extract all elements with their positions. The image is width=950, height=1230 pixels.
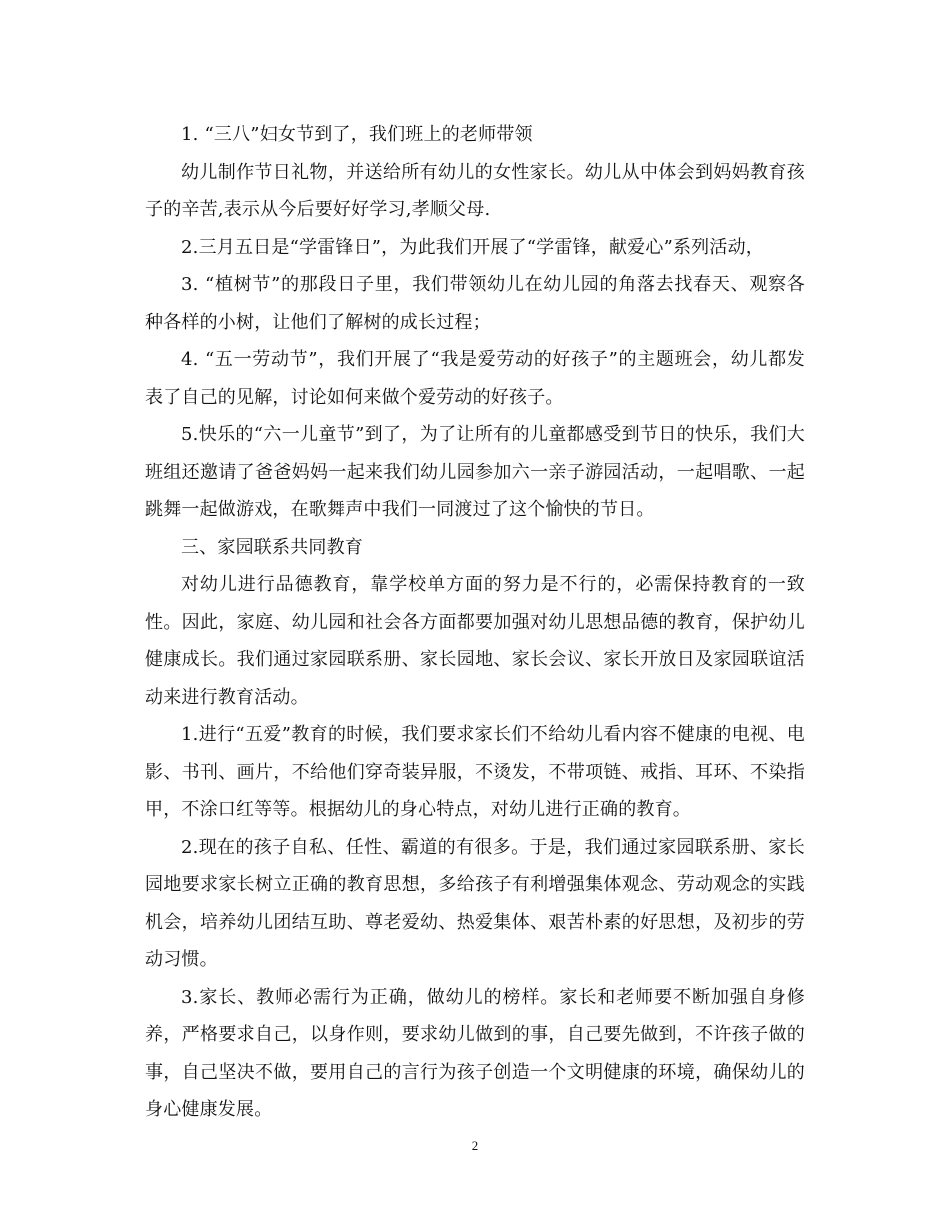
paragraph-moral-education: 对幼儿进行品德教育，靠学校单方面的努力是不行的，必需保持教育的一致性。因此，家庭、幼儿园和社会各方面都要加强对幼儿思想品德的教育，保护幼儿健康成长。我们通过家园联系册、家长园地、家长会议、家长开放日及家园联谊活动来进行教育活动。 (145, 574, 805, 708)
paragraph-womens-day: 1. “三八”妇女节到了，我们班上的老师带领 (181, 124, 533, 145)
paragraph-selfish-children: 2.现在的孩子自私、任性、霸道的有很多。于是，我们通过家园联系册、家长园地要求家长树立正确的教育思想，多给孩子有利增强集体观念、劳动观念的实践机会，培养幼儿团结互助、尊老爱幼、热爱集体、艰苦朴素的好思想，及初步的劳动习惯。 (145, 836, 805, 970)
paragraph-five-loves: 1.进行“五爱”教育的时候，我们要求家长们不给幼儿看内容不健康的电视、电影、书刊、画片，不给他们穿奇装异服，不烫发，不带项链、戒指、耳环、不染指甲，不涂口红等等。根据幼儿的身心特点，对幼儿进行正确的教育。 (145, 724, 805, 820)
page-number: 2 (471, 1138, 479, 1153)
paragraph-role-models: 3.家长、教师必需行为正确，做幼儿的榜样。家长和老师要不断加强自身修养，严格要求自己，以身作则，要求幼儿做到的事，自己要先做到，不许孩子做的事，自己坚决不做，要用自己的言行为孩子创造一个文明健康的环境，确保幼儿的身心健康发展。 (145, 986, 805, 1120)
paragraph-lei-feng-day: 2.三月五日是“学雷锋日”，为此我们开展了“学雷锋，献爱心”系列活动， (181, 236, 764, 258)
section-heading-home-school: 三、家园联系共同教育 (181, 536, 363, 558)
paragraph-labor-day: 4. “五一劳动节”，我们开展了“我是爱劳动的好孩子”的主题班会，幼儿都发表了自己的见解，讨论如何来做个爱劳动的好孩子。 (145, 349, 805, 408)
paragraph-holiday-gift: 幼儿制作节日礼物，并送给所有幼儿的女性家长。幼儿从中体会到妈妈教育孩子的辛苦,表示从今后要好好学习,孝顺父母. (145, 161, 805, 220)
paragraph-arbor-day: 3. “植树节”的那段日子里，我们带领幼儿在幼儿园的角落去找春天、观察各种各样的小树，让他们了解树的成长过程； (145, 274, 805, 333)
document-body (145, 116, 805, 1129)
paragraph-childrens-day: 5.快乐的“六一儿童节”到了，为了让所有的儿童都感受到节日的快乐，我们大班组还邀请了爸爸妈妈一起来我们幼儿园参加六一亲子游园活动，一起唱歌、一起跳舞一起做游戏，在歌舞声中我们一同渡过了这个愉快的节日。 (145, 424, 805, 520)
